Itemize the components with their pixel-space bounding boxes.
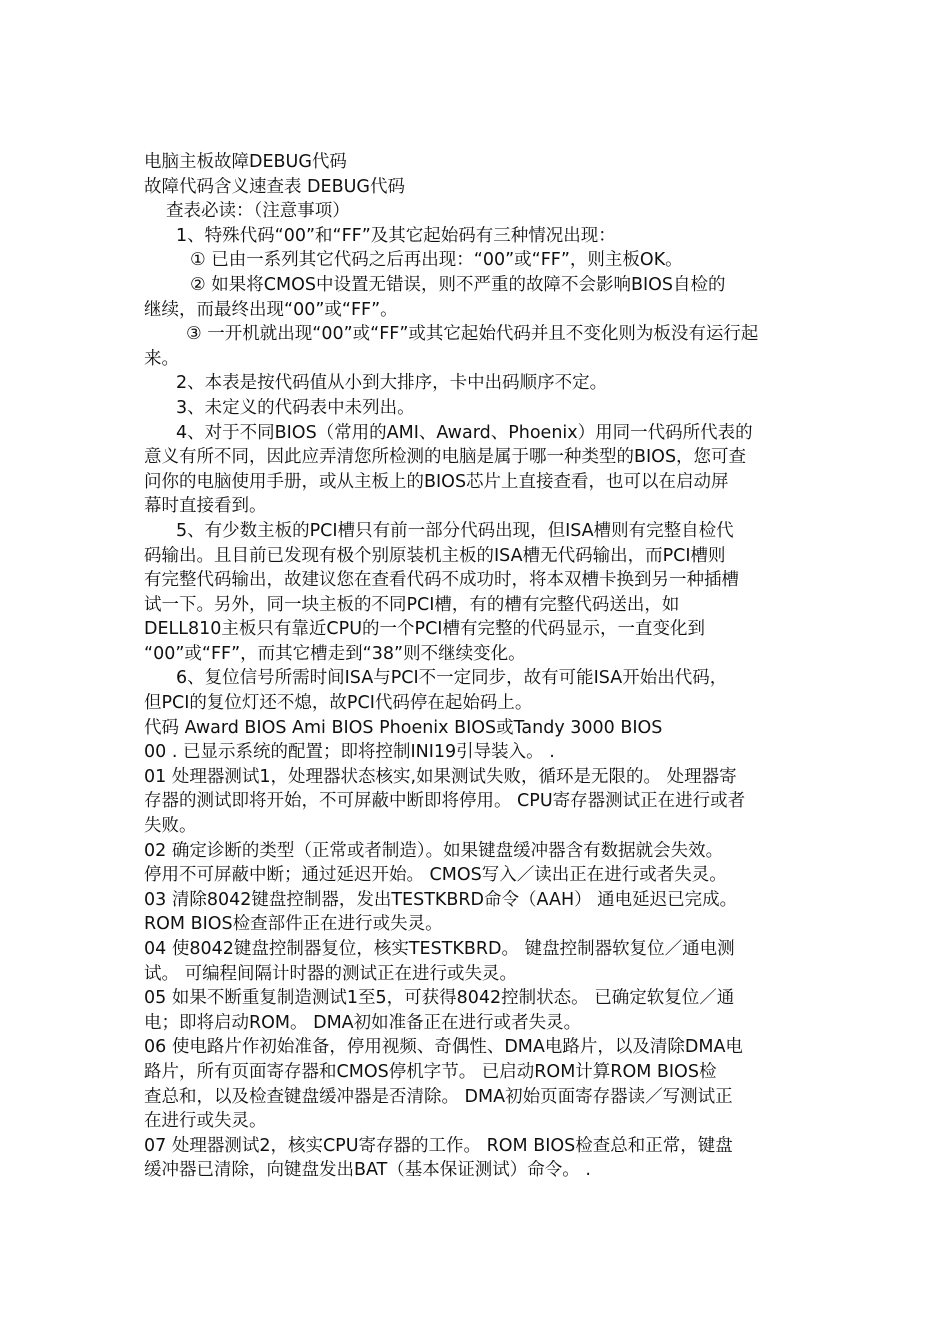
note-2: 2、本表是按代码值从小到大排序，卡中出码顺序不定。 <box>176 373 608 394</box>
code-line: 查总和，以及检查键盘缓冲器是否清除。 DMA初始页面寄存器读／写测试正 <box>144 1086 733 1107</box>
note-1: 1、特殊代码“00”和“FF”及其它起始码有三种情况出现： <box>176 225 616 246</box>
notice-heading: 查表必读：（注意事项） <box>166 201 350 222</box>
code-line: 05 如果不断重复制造测试1至5，可获得8042控制状态。 已确定软复位／通 <box>144 988 735 1009</box>
document-title: 电脑主板故障DEBUG代码 <box>144 152 347 172</box>
document-body <box>144 150 808 1183</box>
note-5 <box>144 519 808 667</box>
note-line: 问你的电脑使用手册，或从主板上的BIOS芯片上直接查看，也可以在启动屏 <box>144 471 729 492</box>
document-subtitle: 故障代码含义速查表 DEBUG代码 <box>144 176 405 197</box>
note-line: DELL810主板只有靠近CPU的一个PCI槽有完整的代码显示，一直变化到 <box>144 619 705 640</box>
note-line: 但PCI的复位灯还不熄，故PCI代码停在起始码上。 <box>144 693 533 714</box>
code-line: 02 确定诊断的类型（正常或者制造）。如果键盘缓冲器含有数据就会失效。 <box>144 840 724 861</box>
note-1-b <box>144 273 808 322</box>
code-line: 电；即将启动ROM。 DMA初如准备正在进行或者失灵。 <box>144 1012 582 1033</box>
code-line: 07 处理器测试2，核实CPU寄存器的工作。 ROM BIOS检查总和正常，键盘 <box>144 1135 733 1156</box>
note-line: 码输出。且目前已发现有极个别原装机主板的ISA槽无代码输出，而PCI槽则 <box>144 545 726 566</box>
code-table-header: 代码 Award BIOS Ami BIOS Phoenix BIOS或Tandy 3000 BIOS <box>144 717 663 738</box>
code-line: 04 使8042键盘控制器复位，核实TESTKBRD。 键盘控制器软复位／通电测 <box>144 939 735 959</box>
note-line: 来。 <box>144 348 179 369</box>
code-line: 试。 可编程间隔计时器的测试正在进行或失灵。 <box>144 963 518 984</box>
code-04 <box>144 937 808 986</box>
note-line: 6、复位信号所需时间ISA与PCI不一定同步，故有可能ISA开始出代码， <box>176 668 728 689</box>
note-line: “00”或“FF”，而其它槽走到“38”则不继续变化。 <box>144 643 526 664</box>
code-line: 在进行或失灵。 <box>144 1111 267 1132</box>
code-01 <box>144 765 808 839</box>
code-03 <box>144 888 808 937</box>
code-line: 06 使电路片作初始准备，停用视频、奇偶性、DMA电路片，以及清除DMA电 <box>144 1037 743 1058</box>
note-line: 继续，而最终出现“00”或“FF”。 <box>144 299 398 320</box>
note-1-a: ① 已由一系列其它代码之后再出现：“00”或“FF”，则主板OK。 <box>190 250 683 271</box>
note-line: 有完整代码输出，故建议您在查看代码不成功时，将本双槽卡换到另一种插槽 <box>144 570 739 591</box>
note-line: ③ 一开机就出现“00”或“FF”或其它起始代码并且不变化则为板没有运行起 <box>186 324 759 345</box>
code-line: 缓冲器已清除，向键盘发出BAT（基本保证测试）命令。 . <box>144 1160 591 1181</box>
code-line: 停用不可屏蔽中断；通过延迟开始。 CMOS写入／读出正在进行或者失灵。 <box>144 865 727 886</box>
note-line: 幕时直接看到。 <box>144 496 267 517</box>
note-6 <box>144 666 808 715</box>
note-line: 4、对于不同BIOS（常用的AMI、Award、Phoenix）用同一代码所代表的 <box>176 422 753 443</box>
code-07 <box>144 1134 808 1183</box>
code-line: 失败。 <box>144 816 197 837</box>
code-line: ROM BIOS检查部件正在进行或失灵。 <box>144 914 443 935</box>
code-05 <box>144 986 808 1035</box>
note-3: 3、未定义的代码表中未列出。 <box>176 397 415 418</box>
code-00 <box>144 740 808 765</box>
note-line: 5、有少数主板的PCI槽只有前一部分代码出现，但ISA槽则有完整自检代 <box>176 520 734 541</box>
code-line: 03 清除8042键盘控制器，发出TESTKBRD命令（AAH） 通电延迟已完成。 <box>144 889 738 910</box>
note-4 <box>144 421 808 519</box>
code-line: 01 处理器测试1，处理器状态核实,如果测试失败，循环是无限的。 处理器寄 <box>144 766 737 787</box>
code-line: 路片，所有页面寄存器和CMOS停机字节。 已启动ROM计算ROM BIOS检 <box>144 1061 717 1082</box>
note-line: 试一下。另外，同一块主板的不同PCI槽，有的槽有完整代码送出，如 <box>144 594 680 615</box>
code-line: 存器的测试即将开始，不可屏蔽中断即将停用。 CPU寄存器测试正在进行或者 <box>144 791 746 812</box>
code-line: 00 . 已显示系统的配置；即将控制INI19引导装入。 . <box>144 742 555 763</box>
note-line: ② 如果将CMOS中设置无错误，则不严重的故障不会影响BIOS自检的 <box>190 274 726 295</box>
code-06 <box>144 1035 808 1133</box>
code-02 <box>144 839 808 888</box>
note-line: 意义有所不同，因此应弄清您所检测的电脑是属于哪一种类型的BIOS，您可查 <box>144 447 747 468</box>
note-1-c <box>144 322 808 371</box>
